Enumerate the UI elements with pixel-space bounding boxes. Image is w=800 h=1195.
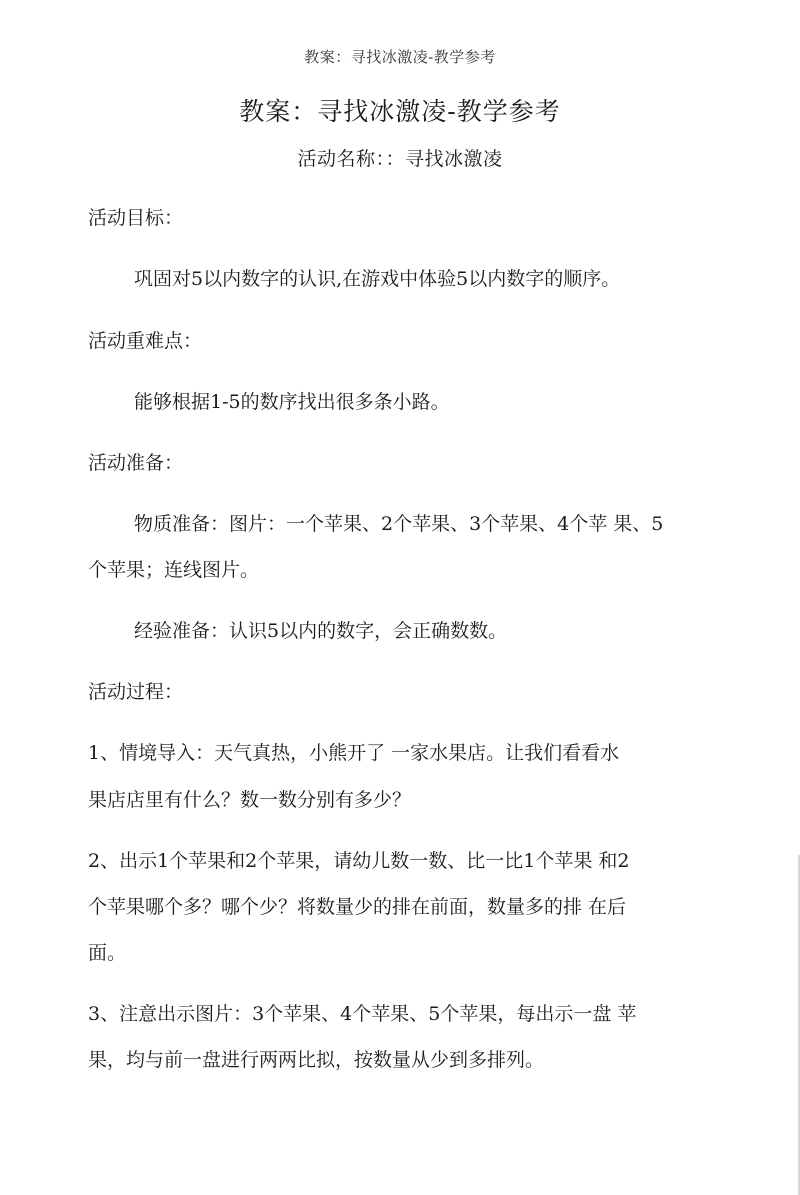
activity-name: 活动名称：：寻找冰激凌 bbox=[297, 148, 503, 170]
key-points-heading: 活动重难点： bbox=[88, 330, 203, 352]
step-1-line: 果店店里有什么？数一数分别有多少？ bbox=[88, 789, 412, 811]
step-2-line: 面。 bbox=[88, 942, 127, 964]
material-prep-line: 物质准备：图片：一个苹果、2个苹果、3个苹果、4个苹 果、5 bbox=[134, 513, 664, 535]
key-points-text: 能够根据1-5的数序找出很多条小路。 bbox=[134, 391, 450, 413]
running-header: 教案：寻找冰激凌-教学参考 bbox=[304, 48, 496, 66]
process-heading: 活动过程： bbox=[88, 681, 184, 703]
material-prep-line: 个苹果；连线图片。 bbox=[88, 559, 260, 581]
preparation-heading: 活动准备： bbox=[88, 452, 184, 474]
step-3-line: 果，均与前一盘进行两两比拟，按数量从少到多排列。 bbox=[88, 1049, 545, 1071]
step-2-line: 2、出示1个苹果和2个苹果，请幼儿数一数、比一比1个苹果 和2 bbox=[88, 850, 630, 872]
document-title: 教案：寻找冰激凌-教学参考 bbox=[239, 97, 561, 126]
goal-heading: 活动目标： bbox=[88, 207, 184, 229]
step-1-line: 1、情境导入：天气真热，小熊开了 一家水果店。让我们看看水 bbox=[88, 742, 620, 764]
experience-prep: 经验准备：认识5以内的数字，会正确数数。 bbox=[134, 620, 508, 642]
step-3-line: 3、注意出示图片：3个苹果、4个苹果、5个苹果，每出示一盘 苹 bbox=[88, 1003, 637, 1025]
goal-text: 巩固对5以内数字的认识,在游戏中体验5以内数字的顺序。 bbox=[134, 268, 621, 290]
step-2-line: 个苹果哪个多？哪个少？将数量少的排在前面，数量多的排 在后 bbox=[88, 896, 627, 918]
